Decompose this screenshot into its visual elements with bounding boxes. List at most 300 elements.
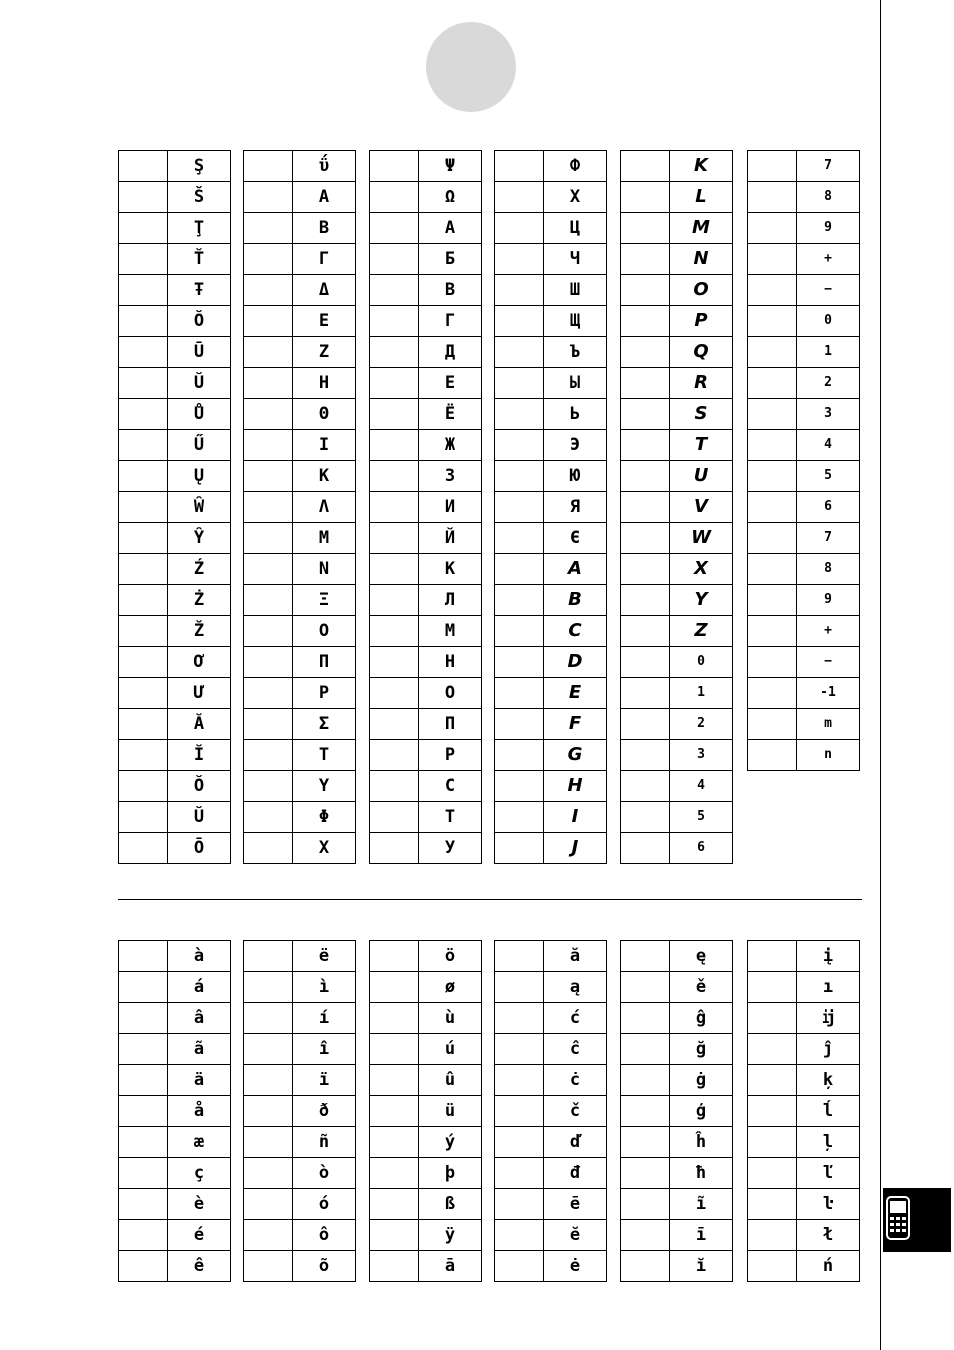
- char-code-cell: [748, 213, 797, 244]
- char-table-bottom-4: [494, 940, 607, 1282]
- page-marker-circle: [426, 22, 516, 112]
- char-glyph-cell: n: [797, 740, 860, 771]
- char-code-cell: [119, 709, 168, 740]
- char-row: [370, 461, 482, 492]
- char-code-cell: [748, 244, 797, 275]
- char-glyph-cell: ī: [670, 1220, 733, 1251]
- char-code-cell: [370, 492, 419, 523]
- char-code-cell: [621, 1158, 670, 1189]
- char-row: [495, 461, 607, 492]
- char-row: [119, 1158, 231, 1189]
- char-row: [495, 430, 607, 461]
- char-glyph-cell: 1: [670, 678, 733, 709]
- char-row: [370, 1189, 482, 1220]
- char-row: [119, 213, 231, 244]
- char-glyph-cell: V: [670, 492, 733, 523]
- char-glyph-cell: Ρ: [293, 678, 356, 709]
- char-table-bottom-1: [118, 940, 231, 1282]
- char-row: [244, 616, 356, 647]
- char-code-cell: [621, 740, 670, 771]
- char-code-cell: [621, 554, 670, 585]
- char-code-cell: [748, 151, 797, 182]
- char-row: [495, 1158, 607, 1189]
- char-code-cell: [495, 941, 544, 972]
- char-glyph-cell: Ž: [168, 616, 231, 647]
- char-glyph-cell: Υ: [293, 771, 356, 802]
- char-row: [119, 941, 231, 972]
- char-row: [244, 1189, 356, 1220]
- char-row: [119, 399, 231, 430]
- char-row: [621, 182, 733, 213]
- char-code-cell: [748, 275, 797, 306]
- char-glyph-cell: ā: [419, 1251, 482, 1282]
- char-row: [748, 213, 860, 244]
- char-glyph-cell: ć: [544, 1003, 607, 1034]
- char-row: [495, 647, 607, 678]
- char-glyph-cell: ġ: [670, 1065, 733, 1096]
- char-row: [370, 1034, 482, 1065]
- char-row: [621, 585, 733, 616]
- char-row: [370, 368, 482, 399]
- char-row: [244, 492, 356, 523]
- char-code-cell: [621, 1251, 670, 1282]
- char-row: [119, 1003, 231, 1034]
- char-row: [119, 244, 231, 275]
- char-row: [495, 337, 607, 368]
- char-code-cell: [370, 151, 419, 182]
- char-code-cell: [621, 1065, 670, 1096]
- char-glyph-cell: Š: [168, 182, 231, 213]
- char-row: [748, 709, 860, 740]
- char-row: [621, 1220, 733, 1251]
- char-row: [621, 802, 733, 833]
- char-glyph-cell: 3: [670, 740, 733, 771]
- char-glyph-cell: ê: [168, 1251, 231, 1282]
- char-code-cell: [495, 678, 544, 709]
- char-code-cell: [370, 771, 419, 802]
- char-glyph-cell: Ζ: [293, 337, 356, 368]
- char-row: [370, 709, 482, 740]
- char-row: [119, 1065, 231, 1096]
- char-glyph-cell: B: [544, 585, 607, 616]
- char-row: [370, 275, 482, 306]
- char-glyph-cell: ý: [419, 1127, 482, 1158]
- char-glyph-cell: á: [168, 972, 231, 1003]
- char-glyph-cell: Л: [419, 585, 482, 616]
- char-code-cell: [370, 1034, 419, 1065]
- char-glyph-cell: Ū: [168, 337, 231, 368]
- char-code-cell: [621, 151, 670, 182]
- char-row: [370, 213, 482, 244]
- char-code-cell: [621, 430, 670, 461]
- char-row: [370, 151, 482, 182]
- char-table-top-5: [620, 150, 733, 864]
- char-row: [748, 368, 860, 399]
- char-row: [748, 399, 860, 430]
- char-row: [621, 1251, 733, 1282]
- char-code-cell: [244, 616, 293, 647]
- char-code-cell: [370, 182, 419, 213]
- char-code-cell: [748, 647, 797, 678]
- char-code-cell: [495, 337, 544, 368]
- char-row: [244, 1034, 356, 1065]
- char-glyph-cell: У: [419, 833, 482, 864]
- char-code-cell: [748, 585, 797, 616]
- char-row: [119, 430, 231, 461]
- char-glyph-cell: Ж: [419, 430, 482, 461]
- char-row: [244, 275, 356, 306]
- char-glyph-cell: đ: [544, 1158, 607, 1189]
- char-code-cell: [244, 647, 293, 678]
- char-row: [370, 740, 482, 771]
- char-row: [621, 771, 733, 802]
- char-glyph-cell: Ş: [168, 151, 231, 182]
- char-row: [119, 833, 231, 864]
- char-glyph-cell: Σ: [293, 709, 356, 740]
- char-code-cell: [621, 1220, 670, 1251]
- char-row: [244, 1127, 356, 1158]
- char-row: [244, 740, 356, 771]
- char-code-cell: [748, 554, 797, 585]
- char-row: [119, 1096, 231, 1127]
- char-code-cell: [119, 461, 168, 492]
- char-row: [495, 941, 607, 972]
- char-row: [495, 244, 607, 275]
- char-code-cell: [119, 585, 168, 616]
- char-glyph-cell: Щ: [544, 306, 607, 337]
- char-code-cell: [119, 616, 168, 647]
- char-code-cell: [495, 802, 544, 833]
- char-code-cell: [119, 771, 168, 802]
- char-row: [119, 151, 231, 182]
- char-code-cell: [495, 740, 544, 771]
- char-code-cell: [748, 941, 797, 972]
- char-code-cell: [119, 368, 168, 399]
- char-glyph-cell: Х: [544, 182, 607, 213]
- char-row: [370, 647, 482, 678]
- char-code-cell: [119, 941, 168, 972]
- char-code-cell: [495, 833, 544, 864]
- char-code-cell: [119, 306, 168, 337]
- char-code-cell: [119, 275, 168, 306]
- char-glyph-cell: 1: [797, 337, 860, 368]
- char-code-cell: [495, 771, 544, 802]
- char-glyph-cell: ß: [419, 1189, 482, 1220]
- char-code-cell: [370, 1158, 419, 1189]
- char-table-bottom-2: [243, 940, 356, 1282]
- char-row: [621, 306, 733, 337]
- char-glyph-cell: Ŭ: [168, 368, 231, 399]
- char-row: [370, 678, 482, 709]
- char-code-cell: [119, 802, 168, 833]
- char-row: [495, 585, 607, 616]
- char-glyph-cell: ì: [293, 972, 356, 1003]
- char-code-cell: [621, 972, 670, 1003]
- char-row: [244, 802, 356, 833]
- char-code-cell: [119, 1065, 168, 1096]
- char-code-cell: [119, 151, 168, 182]
- char-row: [495, 1034, 607, 1065]
- char-row: [621, 492, 733, 523]
- char-glyph-cell: Ы: [544, 368, 607, 399]
- char-table-bottom-6: [747, 940, 860, 1282]
- char-glyph-cell: â: [168, 1003, 231, 1034]
- char-code-cell: [370, 213, 419, 244]
- char-glyph-cell: Θ: [293, 399, 356, 430]
- char-row: [370, 523, 482, 554]
- char-row: [621, 1034, 733, 1065]
- char-code-cell: [621, 1127, 670, 1158]
- char-glyph-cell: ñ: [293, 1127, 356, 1158]
- char-code-cell: [748, 461, 797, 492]
- char-row: [244, 368, 356, 399]
- char-row: [495, 833, 607, 864]
- char-glyph-cell: ħ: [670, 1158, 733, 1189]
- char-row: [621, 213, 733, 244]
- char-glyph-cell: ó: [293, 1189, 356, 1220]
- char-row: [748, 244, 860, 275]
- char-glyph-cell: Ω: [419, 182, 482, 213]
- char-code-cell: [244, 972, 293, 1003]
- char-glyph-cell: û: [419, 1065, 482, 1096]
- char-code-cell: [495, 647, 544, 678]
- char-row: [119, 1251, 231, 1282]
- char-glyph-cell: þ: [419, 1158, 482, 1189]
- char-code-cell: [621, 1003, 670, 1034]
- char-glyph-cell: 6: [670, 833, 733, 864]
- char-row: [748, 616, 860, 647]
- char-glyph-cell: Μ: [293, 523, 356, 554]
- char-row: [621, 554, 733, 585]
- char-glyph-cell: Ż: [168, 585, 231, 616]
- char-glyph-cell: Б: [419, 244, 482, 275]
- char-code-cell: [495, 1158, 544, 1189]
- char-glyph-cell: Ŏ: [168, 771, 231, 802]
- char-code-cell: [244, 461, 293, 492]
- char-row: [370, 1065, 482, 1096]
- char-code-cell: [244, 275, 293, 306]
- char-code-cell: [370, 678, 419, 709]
- char-glyph-cell: Ţ: [168, 213, 231, 244]
- char-code-cell: [748, 740, 797, 771]
- char-row: [119, 461, 231, 492]
- char-code-cell: [621, 492, 670, 523]
- char-row: [244, 1003, 356, 1034]
- char-code-cell: [244, 523, 293, 554]
- char-row: [119, 647, 231, 678]
- char-glyph-cell: ĝ: [670, 1003, 733, 1034]
- char-glyph-cell: Τ: [293, 740, 356, 771]
- char-glyph-cell: Р: [419, 740, 482, 771]
- char-row: [244, 771, 356, 802]
- char-glyph-cell: Z: [670, 616, 733, 647]
- char-glyph-cell: 0: [670, 647, 733, 678]
- char-glyph-cell: З: [419, 461, 482, 492]
- char-code-cell: [748, 306, 797, 337]
- char-glyph-cell: ë: [293, 941, 356, 972]
- char-code-cell: [119, 182, 168, 213]
- char-row: [748, 647, 860, 678]
- char-code-cell: [748, 492, 797, 523]
- char-code-cell: [748, 1003, 797, 1034]
- char-code-cell: [370, 368, 419, 399]
- char-code-cell: [370, 1003, 419, 1034]
- char-glyph-cell: Ŭ: [168, 802, 231, 833]
- char-code-cell: [370, 802, 419, 833]
- char-glyph-cell: ĳ: [797, 1003, 860, 1034]
- char-row: [748, 523, 860, 554]
- char-glyph-cell: F: [544, 709, 607, 740]
- char-glyph-cell: Ĭ: [168, 740, 231, 771]
- char-glyph-cell: ã: [168, 1034, 231, 1065]
- char-row: [748, 306, 860, 337]
- char-code-cell: [119, 554, 168, 585]
- char-code-cell: [621, 461, 670, 492]
- char-row: [748, 1220, 860, 1251]
- char-row: [621, 1127, 733, 1158]
- char-glyph-cell: А: [419, 213, 482, 244]
- char-glyph-cell: Ι: [293, 430, 356, 461]
- char-code-cell: [244, 678, 293, 709]
- char-code-cell: [370, 1065, 419, 1096]
- char-glyph-cell: L: [670, 182, 733, 213]
- char-row: [119, 1034, 231, 1065]
- char-glyph-cell: ı: [797, 972, 860, 1003]
- char-glyph-cell: ę: [670, 941, 733, 972]
- char-row: [621, 740, 733, 771]
- char-row: [495, 275, 607, 306]
- char-code-cell: [244, 1158, 293, 1189]
- char-code-cell: [621, 709, 670, 740]
- char-row: [748, 430, 860, 461]
- char-row: [748, 182, 860, 213]
- char-row: [119, 523, 231, 554]
- char-code-cell: [119, 833, 168, 864]
- char-code-cell: [748, 1096, 797, 1127]
- char-glyph-cell: Ё: [419, 399, 482, 430]
- char-row: [621, 833, 733, 864]
- char-glyph-cell: 8: [797, 554, 860, 585]
- char-code-cell: [495, 616, 544, 647]
- char-code-cell: [495, 182, 544, 213]
- char-glyph-cell: Є: [544, 523, 607, 554]
- char-glyph-cell: î: [293, 1034, 356, 1065]
- char-row: [119, 771, 231, 802]
- char-code-cell: [119, 972, 168, 1003]
- char-code-cell: [370, 647, 419, 678]
- char-code-cell: [621, 368, 670, 399]
- char-glyph-cell: 2: [670, 709, 733, 740]
- char-row: [370, 492, 482, 523]
- char-code-cell: [495, 213, 544, 244]
- char-glyph-cell: ģ: [670, 1096, 733, 1127]
- char-row: [495, 399, 607, 430]
- char-code-cell: [495, 1251, 544, 1282]
- char-glyph-cell: I: [544, 802, 607, 833]
- char-code-cell: [748, 430, 797, 461]
- char-code-cell: [621, 337, 670, 368]
- char-glyph-cell: Г: [419, 306, 482, 337]
- char-row: [748, 1127, 860, 1158]
- char-row: [370, 1003, 482, 1034]
- char-row: [748, 492, 860, 523]
- char-glyph-cell: В: [419, 275, 482, 306]
- char-glyph-cell: Γ: [293, 244, 356, 275]
- char-code-cell: [495, 1065, 544, 1096]
- calculator-icon: [883, 1188, 951, 1252]
- char-row: [495, 368, 607, 399]
- char-row: [621, 461, 733, 492]
- char-row: [748, 151, 860, 182]
- char-row: [119, 492, 231, 523]
- char-glyph-cell: −: [797, 647, 860, 678]
- char-glyph-cell: P: [670, 306, 733, 337]
- char-row: [621, 430, 733, 461]
- char-glyph-cell: í: [293, 1003, 356, 1034]
- char-glyph-cell: ė: [544, 1251, 607, 1282]
- char-glyph-cell: ą: [544, 972, 607, 1003]
- char-code-cell: [621, 941, 670, 972]
- char-row: [370, 306, 482, 337]
- char-glyph-cell: ú: [419, 1034, 482, 1065]
- char-code-cell: [621, 275, 670, 306]
- char-glyph-cell: 7: [797, 151, 860, 182]
- char-glyph-cell: é: [168, 1220, 231, 1251]
- char-glyph-cell: Η: [293, 368, 356, 399]
- char-code-cell: [370, 833, 419, 864]
- char-glyph-cell: Т: [419, 802, 482, 833]
- char-glyph-cell: į: [797, 941, 860, 972]
- char-row: [244, 399, 356, 430]
- char-glyph-cell: ĺ: [797, 1096, 860, 1127]
- char-glyph-cell: Ŏ: [168, 306, 231, 337]
- char-code-cell: [495, 275, 544, 306]
- char-glyph-cell: X: [670, 554, 733, 585]
- char-code-cell: [244, 1034, 293, 1065]
- char-row: [621, 972, 733, 1003]
- char-row: [244, 151, 356, 182]
- char-code-cell: [748, 1127, 797, 1158]
- char-row: [495, 492, 607, 523]
- char-code-cell: [244, 244, 293, 275]
- char-row: [244, 972, 356, 1003]
- char-code-cell: [119, 678, 168, 709]
- char-code-cell: [748, 399, 797, 430]
- char-code-cell: [119, 337, 168, 368]
- char-glyph-cell: N: [670, 244, 733, 275]
- char-code-cell: [119, 740, 168, 771]
- char-code-cell: [119, 492, 168, 523]
- char-code-cell: [370, 616, 419, 647]
- char-code-cell: [495, 1189, 544, 1220]
- char-glyph-cell: М: [419, 616, 482, 647]
- char-row: [244, 461, 356, 492]
- char-code-cell: [370, 709, 419, 740]
- char-glyph-cell: 9: [797, 213, 860, 244]
- char-row: [495, 616, 607, 647]
- char-glyph-cell: 7: [797, 523, 860, 554]
- char-row: [495, 678, 607, 709]
- char-glyph-cell: Κ: [293, 461, 356, 492]
- char-code-cell: [748, 1189, 797, 1220]
- char-row: [244, 1158, 356, 1189]
- char-glyph-cell: Ź: [168, 554, 231, 585]
- char-row: [621, 275, 733, 306]
- char-code-cell: [495, 1096, 544, 1127]
- char-row: [119, 585, 231, 616]
- char-row: [119, 740, 231, 771]
- char-row: [748, 1158, 860, 1189]
